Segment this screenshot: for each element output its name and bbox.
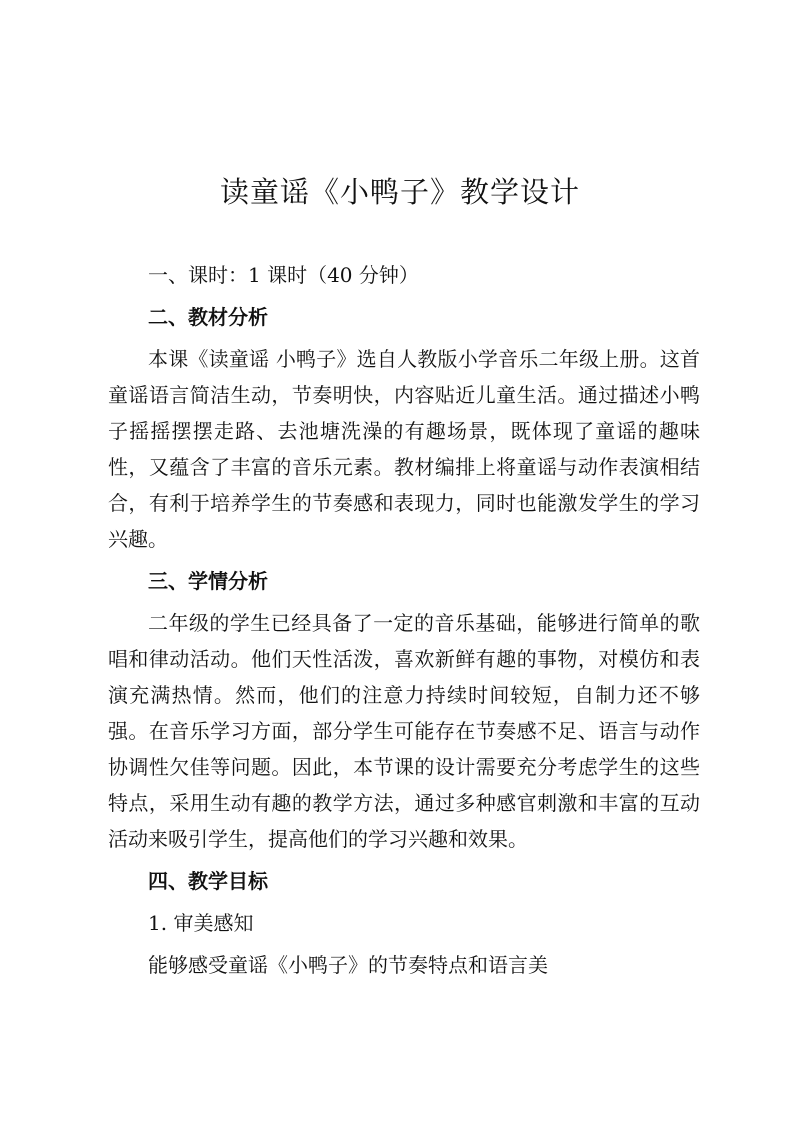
lesson-time-line: 一、课时：1 课时（40 分钟）: [148, 263, 419, 287]
objective-1-heading: 1. 审美感知: [148, 911, 254, 935]
document-title: 读童谣《小鸭子》教学设计: [219, 175, 580, 210]
section-heading-objectives: 四、教学目标: [148, 869, 268, 893]
section-heading-students: 三、学情分析: [148, 569, 268, 593]
objective-1-body: 能够感受童谣《小鸭子》的节奏特点和语言美: [148, 953, 548, 977]
document-body: [108, 254, 700, 986]
section-body-students: 二年级的学生已经具备了一定的音乐基础，能够进行简单的歌唱和律动活动。他们天性活泼，喜欢新鲜有趣的事物，对模仿和表演充满热情。然而，他们的注意力持续时间较短，自制力还不够强。在音乐学习方面，部分学生可能存在节奏感不足、语言与动作协调性欠佳等问题。因此，本节课的设计需要充分考虑学生的这些特点，采用生动有趣的教学方法，通过多种感官刺激和丰富的互动活动来吸引学生，提高他们的学习兴趣和效果。: [108, 611, 700, 851]
section-heading-material: 二、教材分析: [148, 305, 268, 329]
section-body-material: 本课《读童谣 小鸭子》选自人教版小学音乐二年级上册。这首童谣语言简洁生动，节奏明快，内容贴近儿童生活。通过描述小鸭子摇摇摆摆走路、去池塘洗澡的有趣场景，既体现了童谣的趣味性，又蕴含了丰富的音乐元素。教材编排上将童谣与动作表演相结合，有利于培养学生的节奏感和表现力，同时也能激发学生的学习兴趣。: [108, 347, 700, 551]
